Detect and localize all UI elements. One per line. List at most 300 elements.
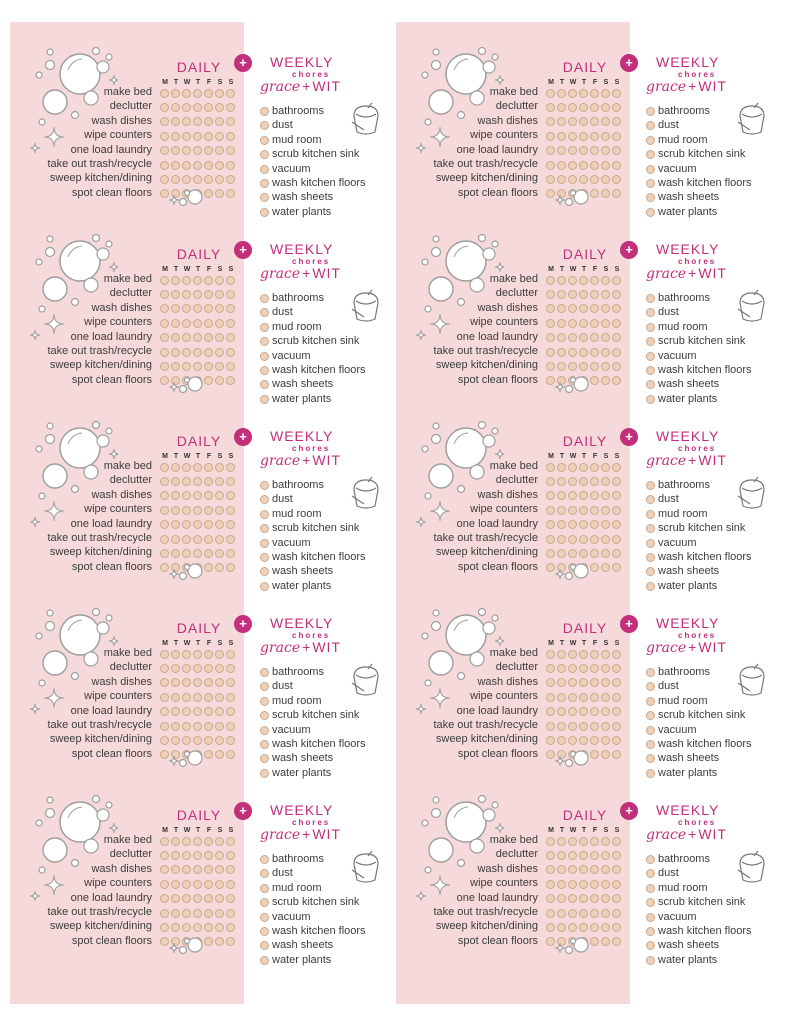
check-dot	[546, 132, 555, 141]
check-dot	[193, 678, 202, 687]
check-dot	[193, 837, 202, 846]
check-dot	[590, 348, 599, 357]
check-dot	[546, 520, 555, 529]
day-letter: T	[173, 453, 179, 460]
plus-badge: +	[234, 802, 252, 820]
weekly-chore-label: dust	[272, 867, 293, 880]
check-dot	[579, 290, 588, 299]
check-dot	[590, 693, 599, 702]
check-dot	[579, 132, 588, 141]
check-dot	[226, 736, 235, 745]
weekly-chore-label: vacuum	[272, 536, 311, 549]
weekly-chore-label: wash sheets	[658, 191, 720, 204]
check-dot	[568, 693, 577, 702]
check-dot	[171, 707, 180, 716]
check-dot	[182, 117, 191, 126]
check-dot	[546, 865, 555, 874]
day-letter: W	[183, 266, 191, 273]
weekly-check-dot	[260, 294, 269, 303]
weekly-chore-label: scrub kitchen sink	[658, 522, 746, 535]
weekly-check-dot	[260, 136, 269, 145]
weekly-chore-label: wash sheets	[272, 939, 334, 952]
check-dot	[590, 304, 599, 313]
check-dot	[193, 463, 202, 472]
check-dot	[215, 678, 224, 687]
brand-wit: WIT	[698, 78, 727, 94]
weekly-check-dot	[260, 553, 269, 562]
check-dot	[182, 923, 191, 932]
check-dot	[579, 304, 588, 313]
mop-bucket-icon	[348, 102, 382, 138]
weekly-chore-label: wash kitchen floors	[658, 551, 752, 563]
check-dot	[193, 319, 202, 328]
check-dot	[546, 362, 555, 371]
check-dot	[193, 923, 202, 932]
check-dot	[204, 117, 213, 126]
weekly-check-dot	[260, 366, 269, 375]
weekly-chore-label: scrub kitchen sink	[272, 335, 360, 348]
day-letter: F	[592, 827, 598, 834]
plus-badge: +	[234, 428, 252, 446]
day-letter: T	[559, 640, 565, 647]
daily-chore-label: spot clean floors	[71, 186, 152, 199]
weekly-chore-label: scrub kitchen sink	[272, 522, 360, 535]
mop-bucket-icon	[348, 289, 382, 325]
weekly-chore-label: wash sheets	[272, 565, 334, 578]
weekly-check-dot	[646, 553, 655, 562]
weekly-check-dot	[260, 884, 269, 893]
check-dot	[160, 304, 169, 313]
daily-chore-label: wash dishes	[91, 488, 152, 501]
weekly-check-dot	[260, 193, 269, 202]
check-dot	[590, 937, 599, 946]
check-dot	[568, 304, 577, 313]
check-dot	[226, 693, 235, 702]
check-dot	[590, 89, 599, 98]
chores-subtitle: chores	[678, 818, 717, 827]
check-dot	[204, 276, 213, 285]
check-dot	[546, 549, 555, 558]
check-dot	[557, 362, 566, 371]
daily-chore-label: one load laundry	[70, 517, 152, 530]
daily-chore-label: sweep kitchen/dining	[49, 546, 152, 559]
check-dot	[215, 463, 224, 472]
weekly-check-dot	[260, 697, 269, 706]
brand-grace: grace	[260, 640, 301, 656]
check-dot	[557, 650, 566, 659]
check-dot	[579, 736, 588, 745]
check-dot	[193, 491, 202, 500]
mop-bucket-icon	[348, 663, 382, 699]
weekly-check-dot	[646, 510, 655, 519]
daily-chore-label: spot clean floors	[71, 373, 152, 386]
check-dot	[171, 319, 180, 328]
check-dot	[579, 362, 588, 371]
weekday-header	[160, 826, 238, 835]
check-dot	[557, 693, 566, 702]
check-dot	[579, 880, 588, 889]
check-dot	[568, 923, 577, 932]
check-dot	[557, 549, 566, 558]
check-dot	[193, 722, 202, 731]
check-dot	[590, 837, 599, 846]
daily-chore-label: make bed	[103, 86, 152, 98]
check-dot	[568, 736, 577, 745]
check-dot	[182, 722, 191, 731]
check-dot	[568, 650, 577, 659]
check-dot	[193, 103, 202, 112]
check-dot	[171, 117, 180, 126]
check-dot	[601, 664, 610, 673]
daily-chore-label: take out trash/recycle	[47, 719, 152, 731]
check-dot	[601, 376, 610, 385]
check-dot	[182, 477, 191, 486]
weekly-chore-label: bathrooms	[272, 105, 324, 117]
weekly-check-dot	[260, 682, 269, 691]
check-dot	[171, 276, 180, 285]
day-letter: M	[548, 640, 554, 647]
check-dot	[601, 304, 610, 313]
check-dot	[171, 146, 180, 155]
daily-title: DAILY	[176, 807, 222, 823]
check-dot	[546, 103, 555, 112]
day-letter: W	[183, 827, 191, 834]
check-dot	[612, 290, 621, 299]
daily-chore-label: wash dishes	[477, 301, 538, 314]
check-dot	[226, 506, 235, 515]
check-dot	[226, 348, 235, 357]
check-dot	[546, 290, 555, 299]
check-dot	[193, 348, 202, 357]
check-dot	[226, 664, 235, 673]
weekly-check-dot	[260, 956, 269, 965]
weekly-chore-label: vacuum	[272, 723, 311, 736]
day-letter: W	[569, 79, 577, 86]
check-dot	[215, 362, 224, 371]
check-dot	[193, 276, 202, 285]
check-dot	[204, 650, 213, 659]
chore-card	[396, 396, 782, 592]
check-dot	[590, 290, 599, 299]
weekly-check-dot	[646, 121, 655, 130]
day-letter: S	[228, 266, 234, 273]
plus-badge: +	[620, 615, 638, 633]
check-dot	[215, 650, 224, 659]
check-dot	[215, 276, 224, 285]
check-dot	[193, 304, 202, 313]
small-bubbles-icon	[168, 375, 204, 397]
check-dot	[171, 132, 180, 141]
day-letter: S	[614, 827, 620, 834]
brand-logo	[646, 265, 727, 282]
check-dot	[590, 736, 599, 745]
check-dot	[204, 161, 213, 170]
check-dot	[568, 491, 577, 500]
check-dot	[601, 736, 610, 745]
check-dot	[182, 146, 191, 155]
check-dot	[204, 491, 213, 500]
check-dot	[226, 535, 235, 544]
brand-logo	[646, 639, 727, 656]
weekly-chore-label: dust	[272, 306, 293, 319]
daily-chore-label: take out trash/recycle	[47, 906, 152, 918]
check-dot	[193, 865, 202, 874]
daily-chore-label: one load laundry	[70, 143, 152, 156]
check-dot	[601, 937, 610, 946]
check-dot	[215, 477, 224, 486]
daily-chore-label: declutter	[495, 100, 538, 113]
weekly-check-dot	[646, 107, 655, 116]
check-dot	[590, 851, 599, 860]
check-dot	[579, 319, 588, 328]
weekly-chore-label: scrub kitchen sink	[272, 709, 360, 722]
day-letter: S	[217, 640, 223, 647]
check-dot	[612, 117, 621, 126]
check-dot	[160, 894, 169, 903]
check-dot	[215, 189, 224, 198]
brand-logo	[260, 639, 341, 656]
check-dot	[193, 362, 202, 371]
daily-chore-label: make bed	[103, 273, 152, 285]
weekly-chore-label: bathrooms	[658, 105, 710, 117]
weekly-title: WEEKLY	[656, 54, 720, 70]
check-dot	[171, 549, 180, 558]
weekly-chore-label: vacuum	[658, 910, 697, 923]
daily-chore-label: take out trash/recycle	[433, 906, 538, 918]
brand-wit: WIT	[312, 639, 341, 655]
chore-card	[10, 396, 396, 592]
check-dot	[579, 477, 588, 486]
weekly-chore-label: dust	[658, 680, 679, 693]
day-letter: T	[195, 453, 201, 460]
check-dot	[182, 89, 191, 98]
brand-wit: WIT	[312, 826, 341, 842]
check-dot	[590, 175, 599, 184]
weekly-check-dot	[646, 697, 655, 706]
check-dot	[568, 362, 577, 371]
weekly-chore-label: water plants	[658, 953, 718, 966]
check-dot	[193, 664, 202, 673]
check-dot	[171, 520, 180, 529]
check-dot	[215, 333, 224, 342]
check-dot	[204, 304, 213, 313]
check-dot	[590, 722, 599, 731]
weekly-chore-label: mud room	[658, 694, 708, 707]
check-dot	[557, 491, 566, 500]
check-dot	[557, 894, 566, 903]
daily-title: DAILY	[562, 246, 608, 262]
weekly-chore-label: water plants	[658, 392, 718, 405]
day-letter: S	[614, 266, 620, 273]
chores-subtitle: chores	[292, 818, 331, 827]
weekly-check-dot	[260, 855, 269, 864]
check-dot	[226, 937, 235, 946]
check-dot	[579, 851, 588, 860]
weekly-check-dot	[260, 539, 269, 548]
check-dot	[601, 333, 610, 342]
chore-card	[396, 209, 782, 405]
check-dot	[590, 333, 599, 342]
weekly-chore-label: water plants	[658, 766, 718, 779]
check-dot	[160, 362, 169, 371]
weekly-check-dot	[260, 352, 269, 361]
check-dot	[193, 161, 202, 170]
check-dot	[226, 520, 235, 529]
daily-chore-label: wash dishes	[91, 114, 152, 127]
daily-chore-label: take out trash/recycle	[47, 532, 152, 544]
check-dot	[590, 707, 599, 716]
check-dot	[590, 535, 599, 544]
day-letter: T	[195, 266, 201, 273]
check-dot	[568, 463, 577, 472]
weekly-chore-label: wash kitchen floors	[658, 738, 752, 750]
small-bubbles-icon	[554, 749, 590, 771]
check-dot	[204, 348, 213, 357]
check-dot	[612, 520, 621, 529]
check-dot	[612, 333, 621, 342]
weekly-chore-label: scrub kitchen sink	[272, 896, 360, 909]
check-dot	[601, 103, 610, 112]
check-dot	[579, 463, 588, 472]
daily-chore-label: wipe counters	[470, 877, 538, 890]
check-dot	[568, 722, 577, 731]
check-dot	[226, 650, 235, 659]
check-dot	[193, 707, 202, 716]
check-dot	[182, 348, 191, 357]
check-dot	[612, 146, 621, 155]
check-dot	[557, 865, 566, 874]
daily-chore-label: spot clean floors	[457, 186, 538, 199]
check-dot	[601, 506, 610, 515]
check-dot	[557, 276, 566, 285]
day-letter: W	[183, 79, 191, 86]
check-dot	[182, 304, 191, 313]
weekly-check-dot	[260, 754, 269, 763]
check-dot	[226, 463, 235, 472]
brand-plus: +	[688, 265, 697, 281]
check-dot	[601, 463, 610, 472]
check-dot	[546, 707, 555, 716]
check-dot	[215, 491, 224, 500]
weekly-check-dot	[646, 352, 655, 361]
chores-subtitle: chores	[678, 70, 717, 79]
check-dot	[568, 909, 577, 918]
check-dot	[160, 348, 169, 357]
check-dot	[568, 161, 577, 170]
check-dot	[215, 909, 224, 918]
check-dot	[226, 851, 235, 860]
check-dot	[160, 736, 169, 745]
check-dot	[612, 477, 621, 486]
check-dot	[557, 290, 566, 299]
check-dot	[568, 707, 577, 716]
check-dot	[204, 750, 213, 759]
check-dot	[226, 146, 235, 155]
check-dot	[204, 837, 213, 846]
check-dot	[160, 722, 169, 731]
check-dot	[612, 549, 621, 558]
weekly-check-dot	[260, 323, 269, 332]
check-dot	[182, 463, 191, 472]
chores-subtitle: chores	[678, 631, 717, 640]
check-dot	[557, 909, 566, 918]
weekly-chore-label: bathrooms	[272, 292, 324, 304]
weekly-check-dot	[646, 366, 655, 375]
day-letter: M	[548, 266, 554, 273]
daily-chore-label: one load laundry	[456, 517, 538, 530]
mop-bucket-icon	[734, 476, 768, 512]
chore-card	[10, 22, 396, 218]
check-dot	[579, 276, 588, 285]
check-dot	[215, 865, 224, 874]
weekly-chore-label: bathrooms	[272, 853, 324, 865]
day-letter: S	[217, 79, 223, 86]
check-dot	[215, 937, 224, 946]
check-dot	[579, 549, 588, 558]
check-dot	[182, 909, 191, 918]
day-letter: W	[183, 640, 191, 647]
check-dot	[557, 923, 566, 932]
daily-chore-label: wash dishes	[477, 862, 538, 875]
chores-subtitle: chores	[292, 257, 331, 266]
day-letter: F	[206, 640, 212, 647]
day-letter: T	[581, 266, 587, 273]
check-dot	[579, 650, 588, 659]
check-dot	[568, 89, 577, 98]
day-letter: T	[173, 827, 179, 834]
daily-chore-label: declutter	[109, 474, 152, 487]
weekly-check-dot	[646, 855, 655, 864]
check-dot	[557, 678, 566, 687]
check-dot	[160, 837, 169, 846]
day-letter: S	[603, 79, 609, 86]
weekday-header	[546, 452, 624, 461]
check-dot	[204, 722, 213, 731]
weekly-chore-label: bathrooms	[658, 292, 710, 304]
check-dot	[226, 678, 235, 687]
weekly-check-dot	[646, 754, 655, 763]
check-dot	[215, 549, 224, 558]
daily-chore-label: make bed	[103, 834, 152, 846]
day-letter: T	[581, 79, 587, 86]
check-dot	[612, 650, 621, 659]
check-dot	[204, 923, 213, 932]
small-bubbles-icon	[168, 188, 204, 210]
check-dot	[612, 678, 621, 687]
check-dot	[226, 117, 235, 126]
weekly-chore-label: dust	[658, 306, 679, 319]
check-dot	[171, 664, 180, 673]
weekly-chore-label: scrub kitchen sink	[658, 709, 746, 722]
weekly-check-dot	[260, 380, 269, 389]
check-dot	[612, 348, 621, 357]
check-dot	[204, 175, 213, 184]
check-dot	[568, 175, 577, 184]
day-letter: T	[581, 640, 587, 647]
daily-chore-label: wash dishes	[477, 488, 538, 501]
check-dot	[546, 923, 555, 932]
check-dot	[215, 851, 224, 860]
check-dot	[557, 477, 566, 486]
check-dot	[579, 146, 588, 155]
check-dot	[226, 175, 235, 184]
check-dot	[546, 348, 555, 357]
check-dot	[204, 535, 213, 544]
day-letter: S	[614, 640, 620, 647]
daily-title: DAILY	[562, 59, 608, 75]
check-dot	[182, 865, 191, 874]
check-dot	[568, 290, 577, 299]
